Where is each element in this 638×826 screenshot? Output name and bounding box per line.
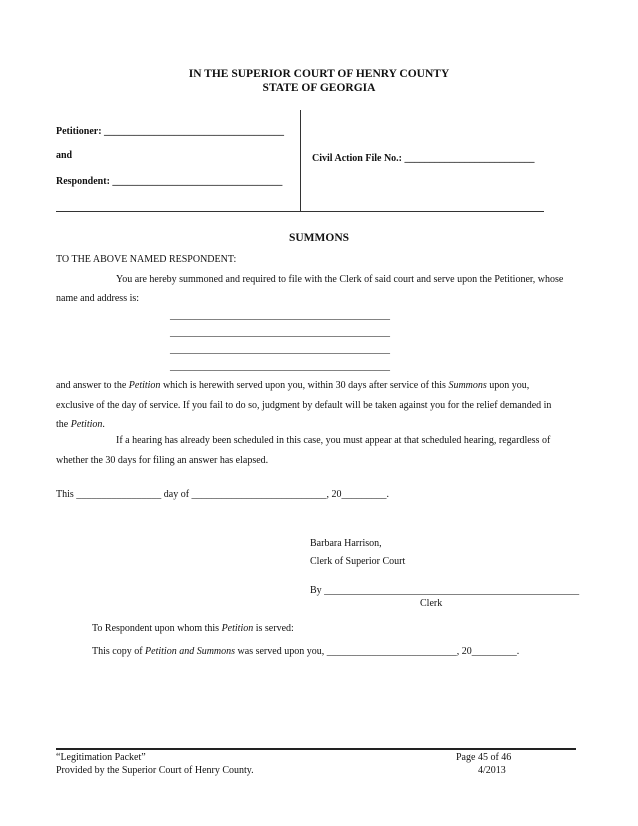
petition-and-summons-term: Petition and Summons xyxy=(145,646,236,657)
paragraph-3-line-1: If a hearing has already been scheduled in this case, you must appear at that scheduled hearing, regardless of xyxy=(116,435,551,446)
paragraph-1-line-1: You are hereby summoned and required to file with the Clerk of said court and serve upon the Petitioner, whose xyxy=(116,274,564,285)
clerk-name: Barbara Harrison, xyxy=(310,538,382,549)
address-line-3[interactable]: ____________________________________________ xyxy=(170,344,390,355)
address-line-4[interactable]: ____________________________________________ xyxy=(170,361,390,372)
paragraph-3-line-2: whether the 30 days for filing an answer has elapsed. xyxy=(56,455,269,466)
paragraph-2-line-3: the Petition. xyxy=(56,419,105,430)
paragraph-1-line-2: name and address is: xyxy=(56,293,140,304)
court-name: IN THE SUPERIOR COURT OF HENRY COUNTY xyxy=(188,68,450,80)
and-label: and xyxy=(56,150,73,161)
respondent-field[interactable]: Respondent: __________________________________ xyxy=(56,176,283,187)
summons-title: SUMMONS xyxy=(288,232,350,244)
footer-packet-name: “Legitimation Packet” xyxy=(56,752,146,763)
footer-rule xyxy=(56,748,576,750)
service-line-2[interactable]: This copy of Petition and Summons was served upon you, __________________________, 20_________. xyxy=(92,646,520,657)
footer-page-number: Page 45 of 46 xyxy=(456,752,512,763)
caption-divider xyxy=(300,110,301,212)
footer-provided-by: Provided by the Superior Court of Henry County. xyxy=(56,765,254,776)
to-respondent: TO THE ABOVE NAMED RESPONDENT: xyxy=(56,254,237,265)
summons-term: Summons xyxy=(448,380,487,391)
petition-term: Petition xyxy=(128,380,161,391)
by-signature-line[interactable]: By ___________________________________________________ xyxy=(310,585,580,596)
court-state: STATE OF GEORGIA xyxy=(262,82,376,94)
service-line-1: To Respondent upon whom this Petition is served: xyxy=(92,623,294,634)
clerk-label: Clerk xyxy=(420,598,443,609)
address-line-1[interactable]: ____________________________________________ xyxy=(170,310,390,321)
date-line[interactable]: This _________________ day of ___________________________, 20_________. xyxy=(56,489,390,500)
caption-rule xyxy=(56,211,544,212)
paragraph-2-line-1: and answer to the Petition which is herewith served upon you, within 30 days after service of this Summons upon you, xyxy=(56,380,530,391)
address-line-2[interactable]: ____________________________________________ xyxy=(170,327,390,338)
clerk-office: Clerk of Superior Court xyxy=(310,556,406,567)
paragraph-2-line-2: exclusive of the day of service. If you fail to do so, judgment by default will be taken against you for the relief demanded in xyxy=(56,400,552,411)
footer-date: 4/2013 xyxy=(478,765,506,776)
petitioner-field[interactable]: Petitioner: ____________________________________ xyxy=(56,126,285,137)
civil-action-field[interactable]: Civil Action File No.: __________________________ xyxy=(312,153,535,164)
